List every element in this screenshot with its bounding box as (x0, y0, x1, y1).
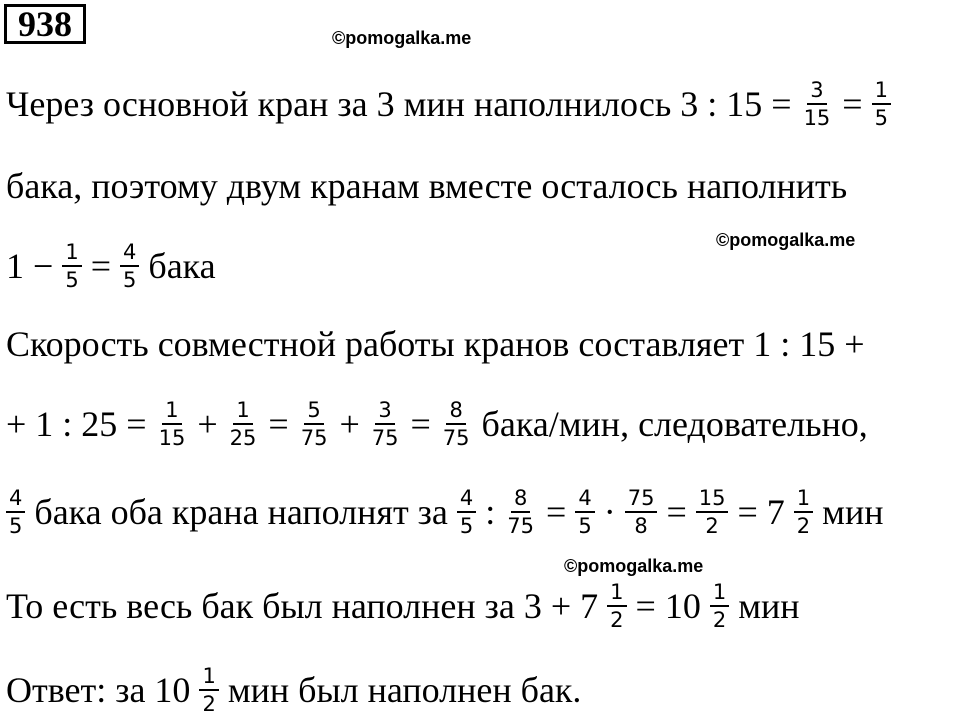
denominator: 8 (634, 514, 648, 538)
text: бака оба крана наполнят за (34, 492, 448, 532)
numerator: 4 (6, 485, 25, 513)
text: бака, поэтому двум кранам вместе осталось наполнить (6, 166, 848, 206)
solution-line-7 (6, 574, 806, 638)
numerator: 5 (304, 397, 323, 425)
denominator: 75 (507, 514, 535, 538)
denominator: 2 (610, 608, 624, 632)
fraction (794, 485, 813, 539)
text: 1 − (6, 246, 54, 286)
watermark: ©pomogalka.me (716, 230, 856, 250)
solution-line-3 (6, 234, 222, 298)
numerator: 4 (457, 485, 476, 513)
fraction (199, 663, 218, 717)
solution-line-2 (6, 154, 853, 218)
fraction (298, 397, 331, 451)
text: : (485, 492, 496, 532)
text: = (842, 84, 863, 124)
fraction (120, 239, 139, 293)
fraction (156, 397, 189, 451)
denominator: 2 (712, 608, 727, 632)
numerator: 1 (199, 663, 218, 691)
denominator: 5 (874, 106, 888, 130)
numerator: 75 (625, 485, 658, 513)
denominator: 75 (300, 426, 328, 450)
text: бака (148, 246, 216, 286)
text: мин был наполнен бак. (227, 670, 582, 710)
text: мин (822, 492, 884, 532)
numerator: 4 (120, 239, 139, 267)
text: мин (738, 586, 800, 626)
denominator: 25 (229, 426, 257, 450)
fraction (625, 485, 658, 539)
numerator: 3 (807, 77, 826, 105)
denominator: 15 (803, 106, 831, 130)
fraction (575, 485, 594, 539)
denominator: 5 (9, 514, 23, 538)
text: = (268, 404, 289, 444)
fraction (710, 579, 729, 633)
numerator: 4 (575, 485, 594, 513)
text: + 1 : 25 = (6, 404, 147, 444)
text: Ответ: за 10 (6, 670, 191, 710)
fraction (227, 397, 260, 451)
fraction (696, 485, 729, 539)
text: + (339, 404, 360, 444)
numerator: 1 (607, 579, 626, 607)
fraction (504, 485, 537, 539)
numerator: 8 (446, 397, 465, 425)
denominator: 5 (123, 268, 137, 292)
text: Скорость совместной работы кранов составляет 1 : 15 + (6, 324, 865, 364)
fraction (457, 485, 476, 539)
solution-line-6 (6, 480, 889, 544)
numerator: 1 (872, 77, 891, 105)
fraction (801, 77, 834, 131)
denominator: 2 (705, 514, 719, 538)
text: · (603, 492, 616, 532)
text: бака/мин, следовательно, (481, 404, 868, 444)
denominator: 2 (202, 692, 216, 716)
denominator: 15 (158, 426, 186, 450)
text: + (197, 404, 218, 444)
fraction (607, 579, 626, 633)
denominator: 5 (65, 268, 79, 292)
denominator: 5 (578, 514, 592, 538)
numerator: 1 (62, 239, 81, 267)
text: = 7 (737, 492, 785, 532)
problem-number: 938 (4, 4, 86, 44)
text: = (546, 492, 567, 532)
solution-line-1 (6, 72, 894, 136)
denominator: 2 (796, 514, 811, 538)
text: То есть весь бак был наполнен за 3 + 7 (6, 586, 599, 626)
numerator: 1 (233, 397, 252, 425)
text: = (666, 492, 687, 532)
fraction (872, 77, 891, 131)
fraction (369, 397, 402, 451)
numerator: 1 (162, 397, 181, 425)
text: = (90, 246, 111, 286)
text: Через основной кран за 3 мин наполнилось 3 : 15 = (6, 84, 792, 124)
numerator: 8 (511, 485, 530, 513)
numerator: 1 (710, 579, 729, 607)
answer-line (6, 658, 587, 722)
fraction (6, 485, 25, 539)
fraction (440, 397, 473, 451)
denominator: 75 (442, 426, 470, 450)
numerator: 15 (696, 485, 729, 513)
text: = (410, 404, 431, 444)
solution-line-5 (6, 392, 874, 456)
fraction (62, 239, 81, 293)
watermark: ©pomogalka.me (332, 28, 472, 48)
watermark: ©pomogalka.me (564, 556, 704, 576)
solution-line-4 (6, 312, 871, 376)
denominator: 5 (459, 514, 474, 538)
numerator: 1 (794, 485, 813, 513)
text: = 10 (635, 586, 701, 626)
denominator: 75 (371, 426, 399, 450)
numerator: 3 (375, 397, 394, 425)
